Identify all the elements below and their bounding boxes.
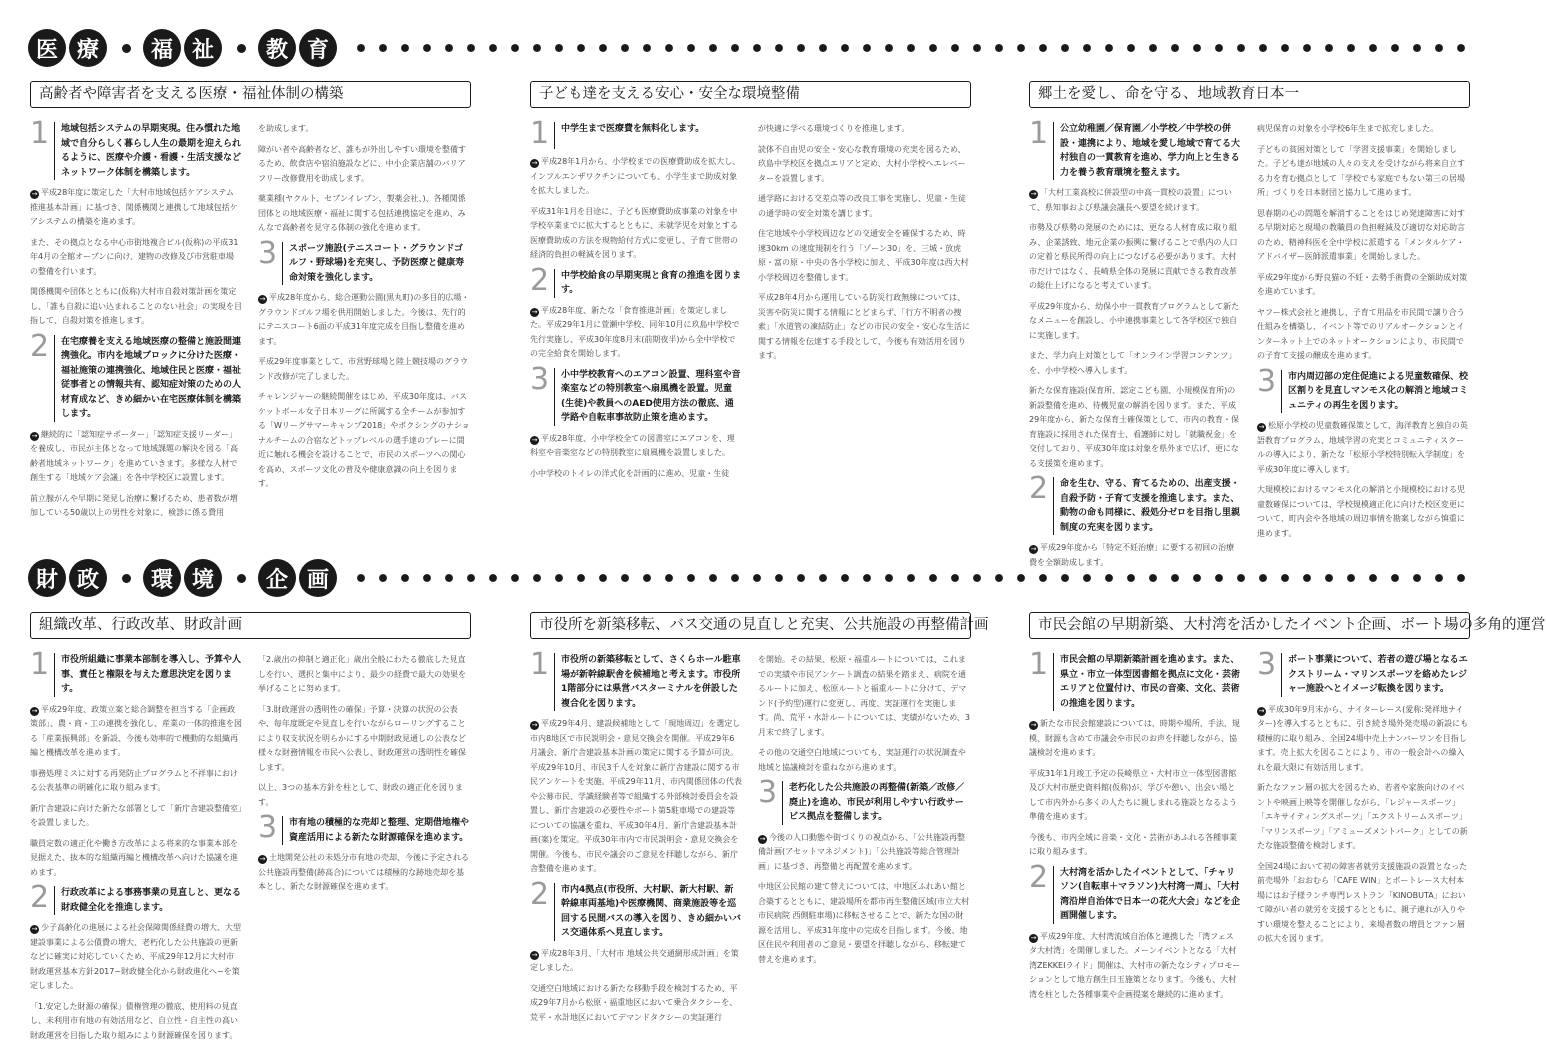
item-number: 3 <box>758 775 778 810</box>
header-separator-dot <box>122 44 131 53</box>
body-paragraph <box>30 1000 242 1044</box>
arrow-bullet-icon: → <box>531 435 538 444</box>
item-heading: ボート事業について、若者の遊び場となるエクストリーム・マリンスポーツを絡めたレジャー施設へとイメージ転換を図ります。 <box>1281 653 1469 697</box>
paragraph-text: 新たな保育施設(保育所、認定こども園、小規模保育所)の新設整備を進め、待機児童の解消を図ります。また、平成29年度から、新たな保育士確保策として、市内の教育・保育施設に採用された保育士、看護師に対し「就職祝金」を交付しており、平成30年度は対象を県外まで広げ、更になる支援策を進めます。 <box>1029 386 1240 468</box>
body-paragraph <box>758 192 970 221</box>
policy-item <box>530 876 742 941</box>
body-paragraph <box>30 802 242 831</box>
column-body <box>530 647 971 1031</box>
paragraph-text: 今後の人口動態や街づくりの視点から、「公共施設再整備計画(アセットマネジメント)」「公共施設等総合管理計画」に基づき、再整備と再配置を進めます。 <box>758 832 965 871</box>
paragraph-text: 市勢及び県勢の発展のためには、更なる人材育成に取り組み、企業誘致、地元企業の振興に繋げることで県内の人口の定着と県民所得の向上につなげる必要があります。大村市だけではなく、長崎県全体の発展に貢献できる教育改革の総仕上げになると考えています。 <box>1029 223 1238 290</box>
paragraph-text: 平成29年度から「特定不妊治療」に要する初回の治療費を全額助成します。 <box>1029 543 1235 567</box>
paragraph-text: 平成29年4月、建設候補地として「現地周辺」を選定し市内8地区で市民説明会・意見交換会を開催。平成29年6月議会、新庁舎建設基本計画の策定に関する予算が可決。平成29年10月、市民3千人を対象に新庁舎建設に関する市民アンケートを実施。平成29年11月、市内関係団体の代表や公募市民、学識経験者等で組織する外部検討委員会を設置し、新庁舎建設の必要性やボート第5駐車場での建設等についての協議を重ね、平成30年4月、新庁舎建設基本計画(案)を策定。平成30年市内で市民説明会・意見交換会を開催。今後も、市民や議会のご意見を拝聴しながら、新庁舎整備を進めます。 <box>530 719 742 873</box>
header-word-group <box>143 559 225 597</box>
header-character: 環 <box>143 559 181 597</box>
policy-item <box>258 810 470 845</box>
paragraph-text: 小中学校のトイレの洋式化を計画的に進め、児童・生徒 <box>530 468 730 478</box>
item-number: 3 <box>1257 647 1277 682</box>
header-dotted-rule <box>350 573 1472 583</box>
body-paragraph <box>1029 384 1241 471</box>
item-heading: 公立幼稚園／保育園／小学校／中学校の併設・連携により、地域を愛し地域で育てる大村独自の一貫教育を進め、学力向上と生きる力を養う教育環境を整えます。 <box>1053 122 1241 180</box>
item-number: 1 <box>1029 116 1049 151</box>
body-paragraph <box>1257 143 1469 201</box>
paragraph-text: 平成28年1月から、小学校までの医療費助成を拡大し、インフルエンザワクチンについても、小学生まで助成対象を拡大しました。 <box>530 157 741 195</box>
body-paragraph <box>1029 930 1241 1003</box>
paragraph-text: また、その拠点となる中心市街地複合ビル(仮称)の平成31年4月の全館オープンに向け、建物の改修及び市営駐車場の整備を行います。 <box>30 237 239 276</box>
body-paragraph <box>258 390 470 492</box>
item-heading: 市役所の新築移転として、さくらホール駐車場が新幹線駅舎を候補地と考えます。市役所1階部分には県営バスターミナルを併設した複合化を図ります。 <box>554 653 742 711</box>
column-city-hall-relocation <box>530 612 989 1031</box>
paragraph-text: 今後も、市内全域に音楽・文化・芸術があふれる各種事業に取り組みます。 <box>1029 832 1237 856</box>
body-paragraph <box>1029 717 1241 761</box>
sub-column <box>1029 116 1241 576</box>
item-number: 2 <box>30 328 50 364</box>
body-paragraph <box>1029 349 1241 378</box>
paragraph-text: 「2.歳出の抑制と適正化」歳出全般にわたる徹底した見直しを行い、選択と集中により、最少の経費で最大の効果を挙げることに努めます。 <box>258 655 466 693</box>
policy-item <box>30 116 242 180</box>
policy-item <box>30 328 242 422</box>
arrow-bullet-icon: → <box>1030 190 1037 198</box>
arrow-bullet-icon: → <box>1030 545 1037 553</box>
arrow-bullet-icon: → <box>259 295 266 303</box>
header-separator-dot <box>237 574 246 583</box>
column-body <box>530 116 971 487</box>
paragraph-text: 職員定数の適正化や働き方改革による将来的な事業本部を見据えた、抜本的な組織再編と機構改革へ向けた協議を進めます。 <box>30 838 238 877</box>
body-paragraph <box>258 291 470 349</box>
sub-column <box>258 122 470 527</box>
policy-item <box>1257 363 1469 414</box>
item-number: 1 <box>30 116 50 151</box>
item-heading: 市役所組織に事業本部制を導入し、予算や人事、責任と権限を与えた意思決定を図ります。 <box>54 653 242 697</box>
body-paragraph <box>530 947 742 976</box>
body-paragraph <box>258 143 470 187</box>
section-header-medical-welfare-education <box>28 27 1472 69</box>
column-title: 高齢者や障害者を支える医療・福祉体制の構築 <box>30 81 471 108</box>
paragraph-text: 読体不自由児の安全・安心な教育環境の充実を図るため、玖島中学校区を拠点エリアと定め、大村小学校へエレベーターを設置します。 <box>758 144 966 183</box>
paragraph-text: を開始。その結果、松原・福重ルートについては、これまでの実績や市民アンケート調査の結果を踏まえ、病院を通るルートに加え、松原ルートと福重ルートに分けて、デマンド(予約型)運行に変更し、再度、実証運行を実施します。尚、荒平・水計ルートについては、実績がないため、3月末で終了します。 <box>758 655 970 737</box>
column-title: 市民会館の早期新築、大村湾を活かしたイベント企画、ボート場の多角的運営 <box>1029 612 1470 639</box>
header-character: 育 <box>299 29 337 67</box>
item-number: 2 <box>1029 859 1049 895</box>
paragraph-text: 大規模校におけるマンモス化の解消と小規模校における児童数確保については、学校規模適正化に向けた校区変更について、町内会や各地域の周辺事情を勘案しながら慎重に進めます。 <box>1257 485 1465 538</box>
paragraph-text: 住宅地域や小学校周辺などの交通安全を確保するため、時速30km の速度規制を行う「ゾーン30」を、三城・放虎原・富の原・中央の各小学校に加え、平成30年度は西大村小学校周辺を整備します。 <box>758 229 969 282</box>
header-dotted-rule <box>350 43 1472 53</box>
body-paragraph <box>758 880 970 967</box>
sub-column <box>530 116 742 487</box>
paragraph-text: が快適に学べる環境づくりを推進します。 <box>758 124 910 133</box>
header-word-group <box>28 559 110 597</box>
body-paragraph <box>1257 122 1469 137</box>
paragraph-text: 病児保育の対象を小学校6年生まで拡充しました。 <box>1257 124 1439 133</box>
paragraph-text: 平成29年度事業として、市営野球場と陸上競技場のグラウンド改修が完了しました。 <box>258 357 469 381</box>
item-heading: 市内周辺部の定住促進による児童数確保、校区割りを見直しマンモス化の解消と地域コミュニティの再生を図ります。 <box>1281 370 1469 414</box>
paragraph-text: 平成28年度に策定した「大村市地域包括ケアシステム推進基本計画」に基づき、関係機関と連携して地域包括ケアシステムの構築を進めます。 <box>30 188 238 226</box>
arrow-bullet-icon: → <box>31 706 38 715</box>
body-paragraph <box>530 304 742 362</box>
item-heading: スポーツ施設(テニスコート・グラウンドゴルフ・野球場)を充実し、予防医療と健康寿命対策を強化します。 <box>282 242 470 286</box>
item-number: 1 <box>530 116 550 151</box>
paragraph-text: チャレンジャーの継続開催をはじめ、平成30年度は、バスケットボール女子日本リーグに所属する全チームが参加する「Wリーグサマーキャンプ2018」やボクシングのナショナルチームの合宿などトップレベルの選手達のプレーに間近に触れる機会を設けることで、市民のスポーツへの関心を高め、スポーツ文化の普及や健康意識の向上を図ります。 <box>258 392 470 488</box>
column-title: 市役所を新築移転、バス交通の見直しと充実、公共施設の再整備計画 <box>530 612 971 639</box>
body-paragraph <box>30 767 242 796</box>
column-body <box>30 116 471 527</box>
arrow-bullet-icon: → <box>1258 706 1265 715</box>
item-number: 3 <box>1257 363 1277 399</box>
paragraph-text: 平成28年3月、「大村市 地域公共交通網形成計画」を策定しました。 <box>530 948 739 972</box>
item-number: 2 <box>530 876 550 912</box>
sub-column <box>30 116 242 527</box>
body-paragraph <box>258 781 470 810</box>
sub-column <box>1257 647 1469 1008</box>
item-number: 1 <box>530 647 550 682</box>
paragraph-text: 少子高齢化の進展による社会保障関係経費の増大、大型建設事業による公債費の増大、老朽化した公共施設の更新などに確実に対応していくため、平成29年12月に大村市財政運営基本方針2017~財政健全化から財政進化へ~を策定しました。 <box>30 923 241 990</box>
item-heading: 市有地の積極的な売却と整理、定期借地権や資産活用による新たな財源確保を進めます。 <box>282 816 470 845</box>
body-paragraph <box>758 831 970 875</box>
policy-item <box>1257 647 1469 697</box>
paragraph-text: 平成28年4月から運用している防災行政無線については、災害や防災に関する情報にとどまらず、「行方不明者の捜索」「水道管の凍結防止」などの市民の安全・安心な生活に関する情報を伝達する手段として、今後も有効活用を図ります。 <box>758 293 970 360</box>
arrow-bullet-icon: → <box>1030 721 1037 729</box>
paragraph-text: 障がい者や高齢者など、誰もが外出しやすい環境を整備するため、飲食店や宿泊施設などに、中小企業店舗のバリアフリー改修費用を助成します。 <box>258 144 466 183</box>
paragraph-text: 新たなファン層の拡大を図るため、若者や家族向けのイベントや映画上映等を開催しながら、「レジャースポーツ」「エキサイティングスポーツ」「エクストリームスポーツ」「マリンスポーツ」「アミューズメントパーク」としての新たな施設整備を検討します。 <box>1257 783 1468 850</box>
paragraph-text: 全国24場において初の障害者就労支援施設の設置となった前売場外「おおむら「CAFE WIN」とボートレース大村本場にはお子様ランチ専門レストラン「KINOBUTA」において障がい者の就労を支援するとともに、親子連れが入りやすい環境を整えることにより、来場者数の増員とファン層の拡大を図ります。 <box>1257 861 1468 943</box>
policy-item <box>758 775 970 825</box>
item-number: 1 <box>1029 647 1049 682</box>
header-word-group <box>258 29 340 67</box>
sub-column <box>1029 647 1241 1008</box>
body-paragraph <box>758 653 970 740</box>
body-paragraph <box>1257 703 1469 776</box>
policy-item <box>530 647 742 711</box>
policy-item <box>1029 116 1241 180</box>
item-number: 1 <box>30 647 50 682</box>
paragraph-text: ヤフー株式会社と連携し、子育て用品を市民間で譲り合う仕組みを構築し、イベント等でのリアルオークションとインターネット上でのネットオークションにより、市民間での子育て支援の醸成を進めます。 <box>1257 307 1465 360</box>
body-paragraph <box>1029 767 1241 825</box>
header-character: 療 <box>69 29 107 67</box>
paragraph-text: 土地開発公社の未処分市有地の売却、今後に予定される公共施設再整備(跡高合)については積極的な跡地売却を基本とし、新たな財源確保を進めます。 <box>258 853 469 891</box>
item-heading: 市民会館の早期新築計画を進めます。また、県立・市立一体型図書館を拠点に文化・芸術エリアと位置付け、市民の音楽、文化、芸術の推進を図ります。 <box>1053 653 1241 711</box>
arrow-bullet-icon: → <box>531 950 538 959</box>
paragraph-text: 松原小学校の児童数確保策として、海洋教育と独自の英語教育プログラム、地域学習の充実とコミュニティスクールの導入により、新たな「松原小学校特別転入学制度」を平成30年度に導入します。 <box>1257 421 1468 474</box>
paragraph-text: 新庁舎建設に向けた新たな部署として「新庁舎建設整備室」を設置しました。 <box>30 803 242 827</box>
header-separator-dot <box>122 574 131 583</box>
body-paragraph <box>30 703 242 761</box>
body-paragraph <box>1257 860 1469 947</box>
item-number: 3 <box>258 235 278 271</box>
body-paragraph <box>758 291 970 364</box>
sub-column <box>30 647 242 1049</box>
paragraph-text: また、学力向上対策として「オンライン学習コンテンツ」を、小中学校へ導入します。 <box>1029 351 1237 375</box>
body-paragraph <box>30 428 242 486</box>
arrow-bullet-icon: → <box>31 190 38 198</box>
column-title: 組織改革、行政改革、財政計画 <box>30 612 471 639</box>
sub-column <box>1257 122 1469 576</box>
body-paragraph <box>1257 306 1469 364</box>
header-character: 企 <box>258 559 296 597</box>
arrow-bullet-icon: → <box>531 307 538 316</box>
body-paragraph <box>1257 207 1469 265</box>
column-local-education <box>1029 81 1470 576</box>
body-paragraph <box>30 285 242 329</box>
paragraph-text: 平成29年度、政策立案と総合調整を担当する「企画政策部」、農・商・工の連携を強化し、産業の一体的推進を図る「産業振興部」を新設、今後も効率的で機動的な組織再編と機構改革を進めます。 <box>30 704 242 757</box>
arrow-bullet-icon: → <box>1030 933 1037 942</box>
item-heading: 地域包括システムの早期実現。住み慣れた地域で自分らしく暮らし人生の最期を迎えられるように、医療や介護・看護・生活支援などネットワーク体制を構築します。 <box>54 122 242 180</box>
header-character: 祉 <box>184 29 222 67</box>
item-heading: 中学校給食の早期実現と食育の推進を図ります。 <box>554 269 742 298</box>
header-character: 境 <box>184 559 222 597</box>
body-paragraph <box>1257 781 1469 854</box>
header-character: 財 <box>28 559 66 597</box>
policy-item <box>1029 647 1241 711</box>
body-paragraph <box>30 236 242 280</box>
paragraph-text: 中地区公民館の建て替えについては、中地区ふれあい館と合築するとともに、建設場所を都市再生整備区域(市立大村市民病院 西側駐車場)に移転させることで、新たな国の財源を活用し、平成31年度中の完成を目指します。今後、地区住民や利用者のご意見・要望を拝聴しながら、移転建て替えを進めます。 <box>758 882 970 964</box>
paragraph-text: 思春期の心の問題を解消することをはじめ発達障害に対する早期対応と現場の教職員の負担軽減及び適切な対応助言のため、精神科医を全中学校に派遣する「メンタルケア・アドバイザー医師派遣事業」を開始しました。 <box>1257 208 1465 261</box>
header-word-group <box>28 29 110 67</box>
body-paragraph <box>530 205 742 263</box>
paragraph-text: 「大村工業高校に併設型の中高一貫校の設置」について、県知事および県議会議長へ要望を続けます。 <box>1029 188 1232 212</box>
body-paragraph <box>758 227 970 285</box>
paragraph-text: 関係機関や団体とともに(仮称)大村市自殺対策計画を策定し、「誰も自殺に追い込まれることのない社会」の実現を目指して、自殺対策を推進します。 <box>30 287 242 325</box>
body-paragraph <box>258 703 470 776</box>
policy-item <box>530 262 742 298</box>
body-paragraph <box>258 653 470 697</box>
paragraph-text: 事務処理ミスに対する再発防止プログラムと不祥事における公表基準の明確化に取り組みます。 <box>30 768 238 792</box>
body-paragraph <box>258 192 470 236</box>
paragraph-text: 新たな市民会館建設については、時期や場所、手法、規模、財源も含めて市議会や市民のお声を拝聴しながら、協議検討を進めます。 <box>1029 719 1240 757</box>
sub-column <box>258 653 470 1049</box>
item-heading: 中学生まで医療費を無料化します。 <box>554 122 742 149</box>
body-paragraph <box>258 851 470 895</box>
body-paragraph <box>1257 483 1469 541</box>
policy-item <box>30 647 242 697</box>
column-body <box>30 647 471 1049</box>
paragraph-text: 平成31年1月竣工予定の長崎県立・大村市立一体型図書館及び大村市歴史資料館(仮称)が、学びや憩い、出会い場として市内外から多くの人たちに親しまれる施設となるよう準備を進めます。 <box>1029 768 1237 821</box>
body-paragraph <box>530 982 742 1026</box>
item-number: 2 <box>30 880 50 915</box>
body-paragraph <box>1029 186 1241 215</box>
header-word-group <box>258 559 340 597</box>
arrow-bullet-icon: → <box>759 834 766 843</box>
paragraph-text: 以上、3つの基本方針を柱として、財政の適正化を図ります。 <box>258 783 463 807</box>
paragraph-text: 薬業種(ヤクルト、セブンイレブン、製薬会社、)、各種関係団体との地域医療・福祉に関する包括連携協定を進め、みんなで高齢者を見守る体制の強化を進めます。 <box>258 194 466 232</box>
item-heading: 行政改革による事務事業の見直しと、更なる財政健全化を推進します。 <box>54 886 242 915</box>
paragraph-text: 前立腺がんや早期に発見し治療に繋げるため、患者数が増加している50歳以上の男性を対象に、検診に係る費用 <box>30 493 238 517</box>
policy-item <box>1029 859 1241 924</box>
paragraph-text: 平成31年1月を目途に、子ども医療費助成事業の対象を中学校卒業までに拡大するとともに、未就学児を対象とする医療費助成の方法を現物給付方式に変更し、子育て世帯の経済的負担の軽減を図ります。 <box>530 206 738 259</box>
paragraph-text: 「1.安定した財源の確保」債権管理の徹底、使用料の見直し、未利用市有地の有効活用など、自立性・自主性の高い財政運営を目指した取り組みにより財源確保を図ります。 <box>30 1001 238 1040</box>
paragraph-text: 「3.財政運営の透明性の確保」予算・決算の状況の公表や、毎年度既定や見直しを行いながらローリングすることにより収支状況を明らかにする中期財政見通しの公表など様々な財務情報を市民へ公表し、財政運営の透明性を確保します。 <box>258 704 466 772</box>
body-paragraph <box>758 746 970 775</box>
paragraph-text: 平成29年度から、幼保小中一貫教育プログラムとして新たなメニューを創設し、小中連携事業として各学校区で独自に実施します。 <box>1029 301 1240 340</box>
column-child-safety <box>530 81 971 487</box>
body-paragraph <box>30 186 242 230</box>
body-paragraph <box>530 467 742 482</box>
paragraph-text: 子どもの貧困対策として「学習支援事業」を開始しました。子ども達が地域の人々の支えを受けながら将来自立する力を育む拠点として「学校でも家庭でもない第三の居場所」づくりを日本財団と協力して進めます。 <box>1257 144 1465 197</box>
item-heading: 大村湾を活かしたイベントとして、「チャリソン(自転車＋マラソン)大村湾一周」、「大村湾沿岸自治体で日本一の花火大会」などを企画開催します。 <box>1053 866 1241 924</box>
policy-item <box>530 361 742 426</box>
arrow-bullet-icon: → <box>531 721 538 729</box>
column-civic-hall-events <box>1029 612 1546 1008</box>
column-elderly-care <box>30 81 471 527</box>
paragraph-text: 平成28年度、新たな「食育推進計画」を策定しました。平成29年1月に萱瀬中学校、同年10月に玖島中学校で先行実施し、平成30年度8月末(前期夜半)から全中学校での完全給食を開始します。 <box>530 305 740 358</box>
column-body <box>1029 116 1470 576</box>
policy-item <box>30 880 242 915</box>
policy-item <box>258 235 470 286</box>
paragraph-text: 通学路における交差点等の改良工事を実施し、児童・生徒の通学時の安全対策を講じます。 <box>758 194 966 218</box>
body-paragraph <box>530 717 742 877</box>
body-paragraph <box>1029 300 1241 344</box>
body-paragraph <box>1029 831 1241 860</box>
sub-column <box>758 122 970 487</box>
header-separator-dot <box>237 44 246 53</box>
body-paragraph <box>530 432 742 461</box>
item-number: 3 <box>258 810 278 845</box>
column-title: 郷土を愛し、命を守る、地域教育日本一 <box>1029 81 1470 108</box>
paragraph-text: 平成29年度、大村湾流域自治体と連携した「湾フェスタ大村湾」を開催しました。メーンイベントとなる「大村湾ZEKKEIライド」開催は、大村市の新たなシティプロモーションとして地方創生日玉施策となります。今後も、大村湾を柱とした各種事業や企画提案を継続的に進めます。 <box>1029 931 1241 999</box>
arrow-bullet-icon: → <box>531 159 538 167</box>
header-character: 画 <box>299 559 337 597</box>
paragraph-text: 平成30年9月末から、ナイターレース(愛称:発祥地ナイター)を導入するとともに、引き続き場外発売場の新設にも積極的に取り組み、全国24場中売上ナンバーワンを目指します。売上拡大を図ることにより、市の一般会計への繰入れを最大限に有効活用します。 <box>1257 704 1469 772</box>
header-character: 福 <box>143 29 181 67</box>
item-heading: 命を生む、守る、育てるための、出産支援・自殺予防・子育て支援を推進します。また、動物の命も同様に、殺処分ゼロを目指し里親制度の充実を図ります。 <box>1053 477 1241 535</box>
paragraph-text: 平成28年度、小中学校全ての図書室にエアコンを、理科室や音楽室などの特別教室に扇風機を設置しました。 <box>530 433 735 457</box>
item-heading: 市内4拠点(市役所、大村駅、新大村駅、新幹線車両基地)や医療機関、商業施設等を巡回する民間バスの導入を図り、きめ細かいバス交通体系へ見直します。 <box>554 883 742 941</box>
body-paragraph <box>30 837 242 881</box>
paragraph-text: 交通空白地域における新たな移動手段を検討するため、平成29年7月から松原・福重地区において乗合タクシーを、荒平・水計地区においてデマンドタクシーの実証運行 <box>530 983 738 1022</box>
arrow-bullet-icon: → <box>31 431 38 440</box>
item-heading: 在宅療養を支える地域医療の整備と施設間連携強化。市内を地域ブロックに分けた医療・福祉施策の連携強化、地域住民と医療・福祉従事者との情報共有、認知症対策のための人材育成など、きめ細かい在宅医療体制を構築します。 <box>54 335 242 422</box>
body-paragraph <box>1257 419 1469 477</box>
paragraph-text: その他の交通空白地域についても、実証運行の状況調査や地域と協議検討を重ねながら進めます。 <box>758 748 966 772</box>
header-character: 政 <box>69 559 107 597</box>
arrow-bullet-icon: → <box>1258 423 1265 431</box>
body-paragraph <box>1029 221 1241 294</box>
section-header-finance-environment-planning <box>28 557 1472 599</box>
column-organizational-reform <box>30 612 471 1049</box>
body-paragraph <box>758 143 970 187</box>
body-paragraph <box>30 492 242 521</box>
body-paragraph <box>1257 271 1469 300</box>
header-character: 教 <box>258 29 296 67</box>
policy-item <box>1029 471 1241 535</box>
paragraph-text: を助成します。 <box>258 124 314 133</box>
sub-column <box>530 647 742 1031</box>
body-paragraph <box>258 355 470 384</box>
header-character: 医 <box>28 29 66 67</box>
item-number: 2 <box>1029 471 1049 506</box>
paragraph-text: 平成29年度から野良猫の不妊・去勢手術費の全額助成対策を進めています。 <box>1257 272 1468 296</box>
header-word-group <box>143 29 225 67</box>
policy-item <box>530 116 742 151</box>
paragraph-text: 平成28年度から、総合運動公園(黒丸町)の多目的広場・グラウンドゴルフ場を供用開始しました。今後は、先行的にテニスコート6面の平成31年度完成を目指し整備を進めます。 <box>258 293 470 346</box>
item-heading: 小中学校教育へのエアコン設置、理科室や音楽室などの特別教室へ扇風機を設置。児童(生徒)や教員へのAED使用方法の徹底、通学路や自転車事故防止策を進めます。 <box>554 368 742 426</box>
body-paragraph <box>530 155 742 199</box>
body-paragraph <box>258 122 470 137</box>
arrow-bullet-icon: → <box>31 925 38 933</box>
item-number: 2 <box>530 262 550 298</box>
column-body <box>1029 647 1470 1008</box>
item-number: 3 <box>530 361 550 397</box>
column-title: 子ども達を支える安心・安全な環境整備 <box>530 81 971 108</box>
sub-column <box>758 653 970 1031</box>
body-paragraph <box>30 921 242 994</box>
item-heading: 老朽化した公共施設の再整備(新築／改修／廃止)を進め、市民が利用しやすい行政サービス拠点を整備します。 <box>782 781 970 825</box>
arrow-bullet-icon: → <box>259 855 266 863</box>
paragraph-text: 継続的に「認知症サポーター」「認知症支援リーダー」を養成し、市民が主体となって地域課題の解決を図る「高齢者地域ネットワーク」を進めていきます。多様な人材で創生する「地域ケア会議」を各中学校区に設置します。 <box>30 429 238 482</box>
body-paragraph <box>758 122 970 137</box>
